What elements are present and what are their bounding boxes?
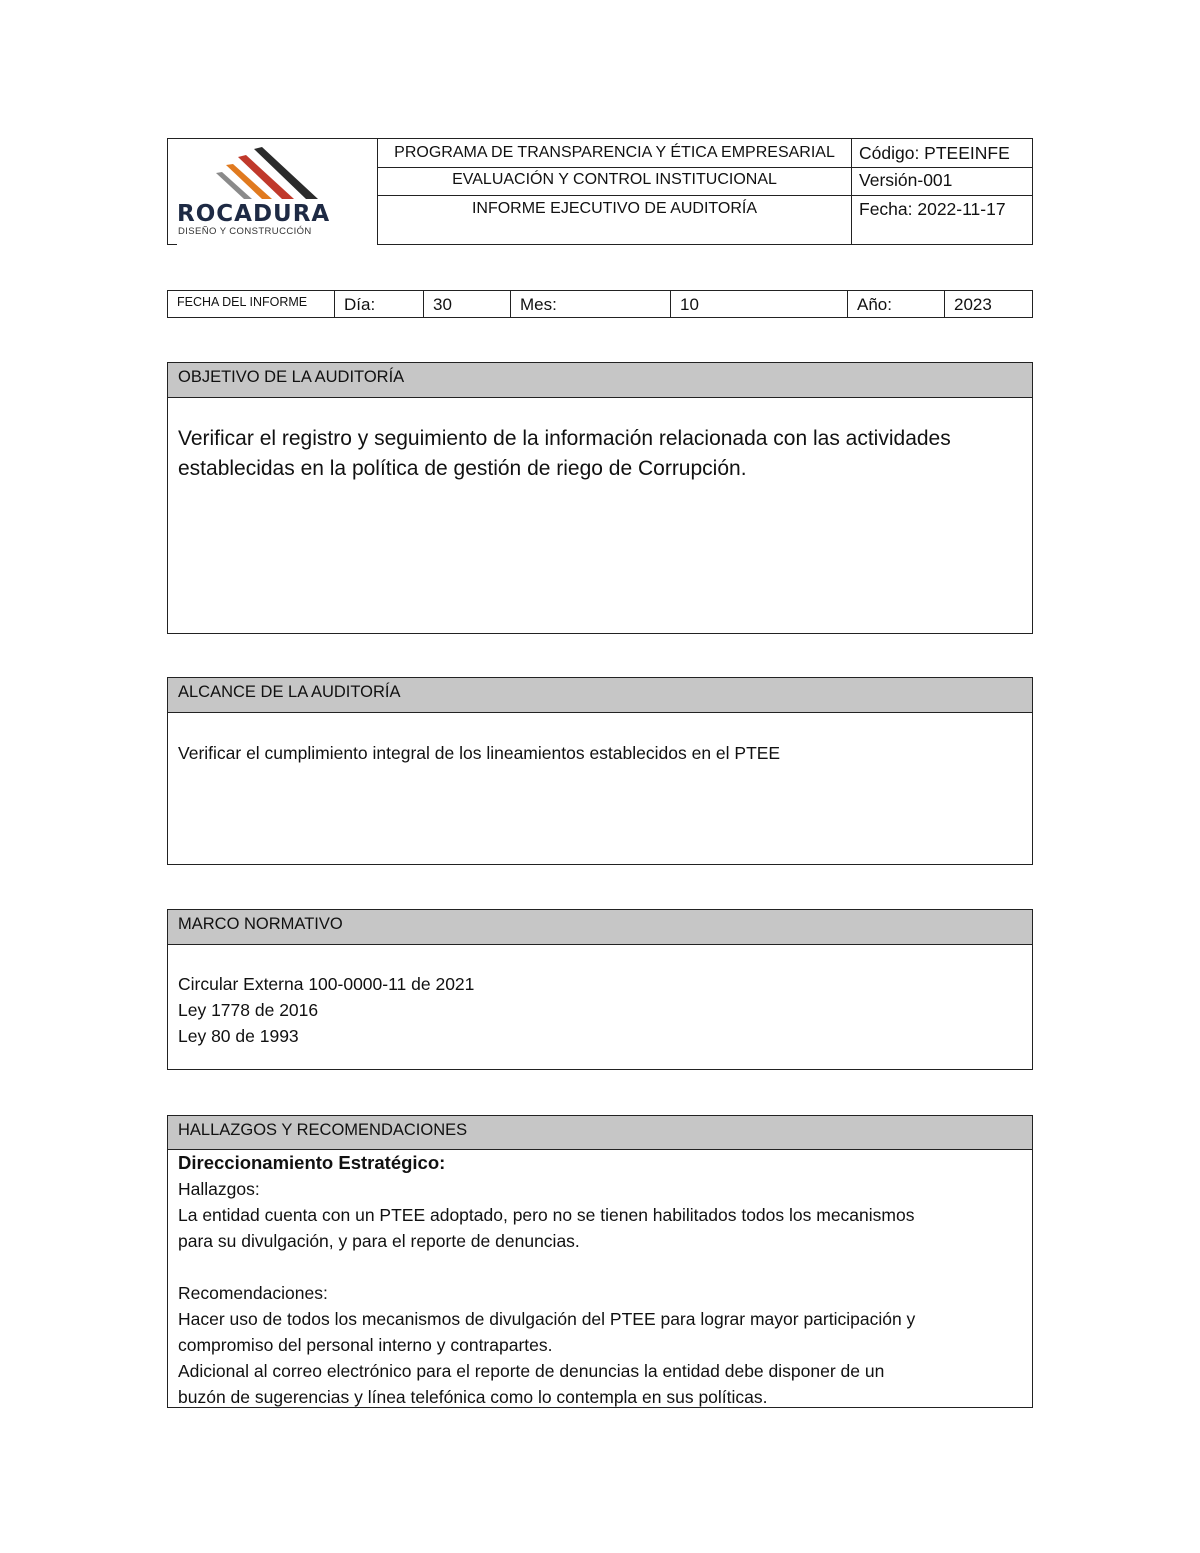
date-cell bbox=[851, 195, 1033, 245]
year-label: Año: bbox=[847, 290, 944, 318]
findings-label: Hallazgos: bbox=[178, 1179, 260, 1199]
area-title: EVALUACIÓN Y CONTROL INSTITUCIONAL bbox=[452, 171, 777, 188]
day-label: Día: bbox=[334, 290, 423, 318]
regulatory-item: Circular Externa 100-0000-11 de 2021 bbox=[178, 974, 475, 994]
program-title-cell bbox=[377, 138, 852, 168]
regulatory-list bbox=[168, 945, 1032, 1049]
findings-title: HALLAZGOS Y RECOMENDACIONES bbox=[168, 1116, 1032, 1150]
stripes-logo-icon bbox=[176, 143, 376, 203]
objective-title: OBJETIVO DE LA AUDITORÍA bbox=[168, 363, 1032, 398]
objective-line-2: establecidas en la política de gestión de riego de Corrupción. bbox=[178, 457, 747, 480]
brand-tagline: DISEÑO Y CONSTRUCCIÓN bbox=[178, 226, 312, 237]
objective-line-1: Verificar el registro y seguimiento de la información relacionada con las actividades bbox=[178, 427, 951, 450]
recommendation-line-4: buzón de sugerencias y línea telefónica como lo contempla en sus políticas. bbox=[178, 1387, 768, 1407]
findings-line-2: para su divulgación, y para el reporte de denuncias. bbox=[178, 1231, 580, 1251]
version-cell bbox=[851, 166, 1033, 196]
year-value: 2023 bbox=[944, 290, 1033, 318]
recommendation-line-1: Hacer uso de todos los mecanismos de divulgación del PTEE para lograr mayor participación y bbox=[178, 1309, 916, 1329]
regulatory-item: Ley 1778 de 2016 bbox=[178, 1000, 319, 1020]
recommendations-label: Recomendaciones: bbox=[178, 1283, 328, 1303]
doc-date: Fecha: 2022-11-17 bbox=[859, 199, 1006, 219]
findings-subtitle: Direccionamiento Estratégico: bbox=[178, 1152, 446, 1173]
findings-section bbox=[167, 1115, 1033, 1408]
area-cell bbox=[377, 166, 852, 196]
doc-version: Versión-001 bbox=[859, 170, 953, 190]
code-cell bbox=[851, 138, 1033, 168]
month-value: 10 bbox=[670, 290, 847, 318]
month-label: Mes: bbox=[510, 290, 670, 318]
findings-body bbox=[168, 1150, 1032, 1410]
recommendation-line-3: Adicional al correo electrónico para el reporte de denuncias la entidad debe disponer de un bbox=[178, 1361, 885, 1381]
recommendation-line-2: compromiso del personal interno y contrapartes. bbox=[178, 1335, 553, 1355]
logo-cell bbox=[167, 138, 377, 245]
doc-type-title: INFORME EJECUTIVO DE AUDITORÍA bbox=[471, 200, 758, 217]
objective-section bbox=[167, 362, 1033, 634]
doc-code: Código: PTEEINFE bbox=[859, 143, 1010, 163]
scope-text: Verificar el cumplimiento integral de los lineamientos establecidos en el PTEE bbox=[178, 743, 781, 763]
regulatory-title: MARCO NORMATIVO bbox=[168, 910, 1032, 945]
report-date-label: FECHA DEL INFORME bbox=[167, 290, 334, 318]
objective-body bbox=[168, 398, 1032, 484]
doc-type-cell bbox=[377, 195, 852, 245]
regulatory-section bbox=[167, 909, 1033, 1070]
scope-title: ALCANCE DE LA AUDITORÍA bbox=[168, 678, 1032, 713]
scope-section bbox=[167, 677, 1033, 865]
day-value: 30 bbox=[423, 290, 510, 318]
regulatory-item: Ley 80 de 1993 bbox=[178, 1026, 299, 1046]
brand-name: ROCADURA bbox=[177, 201, 331, 227]
findings-line-1: La entidad cuenta con un PTEE adoptado, pero no se tienen habilitados todos los mecanismos bbox=[178, 1205, 915, 1225]
program-title: PROGRAMA DE TRANSPARENCIA Y ÉTICA EMPRESARIAL bbox=[394, 144, 835, 161]
